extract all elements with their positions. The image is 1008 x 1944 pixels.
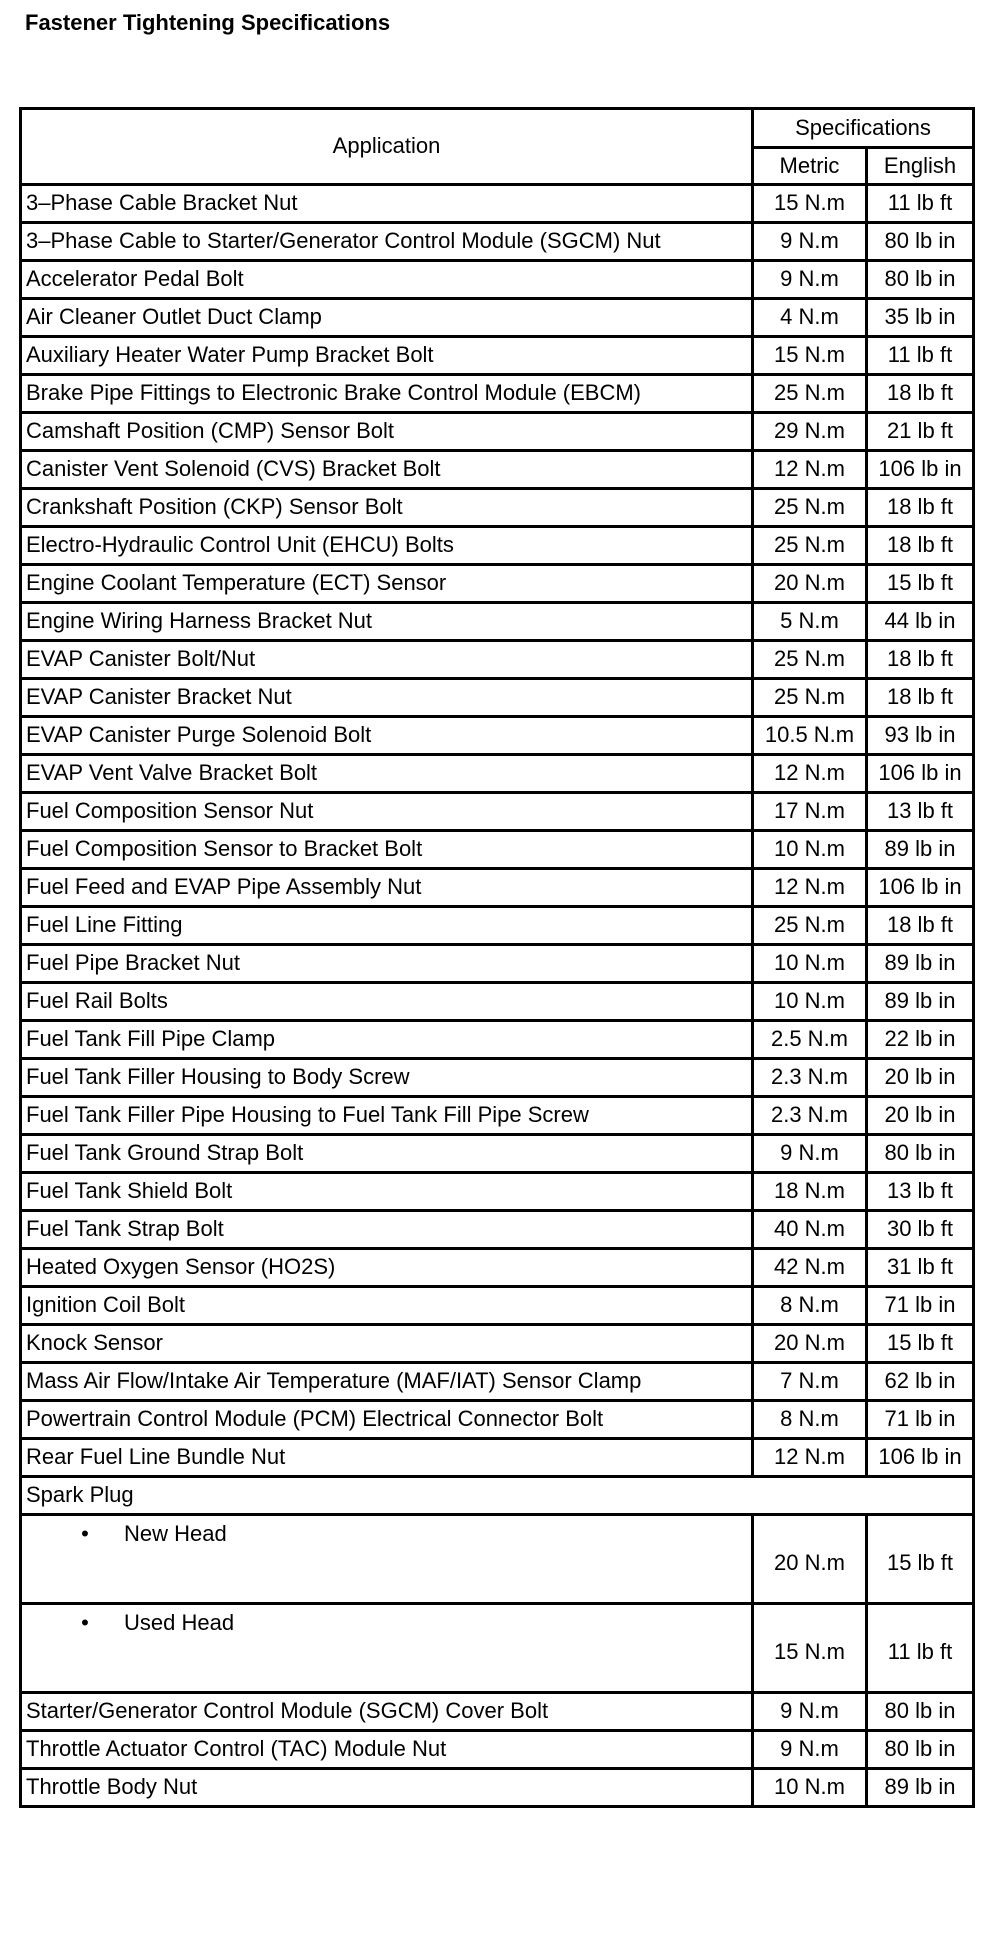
sub-item-label: Used Head (124, 1610, 235, 1635)
cell-application: Fuel Tank Shield Bolt (21, 1173, 753, 1211)
table-row (21, 869, 974, 907)
cell-english: 89 lb in (867, 831, 974, 869)
cell-metric: 25 N.m (753, 489, 867, 527)
cell-english: 11 lb ft (867, 185, 974, 223)
cell-metric: 4 N.m (753, 299, 867, 337)
cell-english: 35 lb in (867, 299, 974, 337)
table-row (21, 1439, 974, 1477)
cell-application: EVAP Canister Purge Solenoid Bolt (21, 717, 753, 755)
cell-english: 106 lb in (867, 755, 974, 793)
header-english: English (867, 148, 974, 185)
cell-application: Fuel Pipe Bracket Nut (21, 945, 753, 983)
cell-metric: 20 N.m (753, 1325, 867, 1363)
table-row (21, 1173, 974, 1211)
cell-metric: 25 N.m (753, 375, 867, 413)
table-row (21, 1021, 974, 1059)
cell-application: Knock Sensor (21, 1325, 753, 1363)
bullet-icon: • (81, 1521, 89, 1546)
cell-english: 80 lb in (867, 223, 974, 261)
cell-english: 30 lb ft (867, 1211, 974, 1249)
cell-metric: 9 N.m (753, 1693, 867, 1731)
page-title: Fastener Tightening Specifications (25, 10, 391, 35)
cell-application: Camshaft Position (CMP) Sensor Bolt (21, 413, 753, 451)
cell-metric: 2.3 N.m (753, 1059, 867, 1097)
cell-application: Fuel Line Fitting (21, 907, 753, 945)
table-row (21, 261, 974, 299)
cell-english: 106 lb in (867, 451, 974, 489)
table-row (21, 451, 974, 489)
cell-english: 18 lb ft (867, 679, 974, 717)
cell-application: Fuel Rail Bolts (21, 983, 753, 1021)
cell-metric: 8 N.m (753, 1287, 867, 1325)
cell-application (21, 1604, 753, 1693)
cell-english: 18 lb ft (867, 641, 974, 679)
table-row-spark-plug (21, 1477, 974, 1515)
cell-metric: 12 N.m (753, 755, 867, 793)
cell-english: 22 lb in (867, 1021, 974, 1059)
cell-application: Fuel Composition Sensor to Bracket Bolt (21, 831, 753, 869)
table-row (21, 1211, 974, 1249)
cell-english: 13 lb ft (867, 1173, 974, 1211)
cell-english: 71 lb in (867, 1401, 974, 1439)
cell-metric: 9 N.m (753, 261, 867, 299)
cell-metric: 9 N.m (753, 223, 867, 261)
table-row-spark-plug-new-head (21, 1515, 974, 1604)
cell-application: Fuel Feed and EVAP Pipe Assembly Nut (21, 869, 753, 907)
cell-english: 89 lb in (867, 945, 974, 983)
cell-metric: 10 N.m (753, 831, 867, 869)
cell-english: 18 lb ft (867, 527, 974, 565)
cell-application: Accelerator Pedal Bolt (21, 261, 753, 299)
table-row (21, 945, 974, 983)
table-row (21, 1287, 974, 1325)
table-row (21, 1097, 974, 1135)
cell-english: 20 lb in (867, 1059, 974, 1097)
cell-metric: 10 N.m (753, 983, 867, 1021)
table-row (21, 717, 974, 755)
fastener-spec-table (19, 107, 975, 1808)
table-row (21, 1363, 974, 1401)
cell-english: 20 lb in (867, 1097, 974, 1135)
cell-application: Throttle Body Nut (21, 1769, 753, 1807)
cell-metric: 5 N.m (753, 603, 867, 641)
table-row (21, 679, 974, 717)
cell-english: 106 lb in (867, 869, 974, 907)
table-row (21, 1731, 974, 1769)
table-row (21, 907, 974, 945)
cell-english: 18 lb ft (867, 375, 974, 413)
table-row-spark-plug-used-head (21, 1604, 974, 1693)
cell-english: 31 lb ft (867, 1249, 974, 1287)
table-row (21, 755, 974, 793)
cell-english: 11 lb ft (867, 337, 974, 375)
cell-metric: 25 N.m (753, 527, 867, 565)
cell-metric: 10.5 N.m (753, 717, 867, 755)
table-row (21, 603, 974, 641)
cell-metric: 12 N.m (753, 451, 867, 489)
cell-application: Fuel Tank Ground Strap Bolt (21, 1135, 753, 1173)
cell-application: Brake Pipe Fittings to Electronic Brake Control Module (EBCM) (21, 375, 753, 413)
cell-application (21, 1515, 753, 1604)
cell-application: Fuel Tank Strap Bolt (21, 1211, 753, 1249)
table-row (21, 1249, 974, 1287)
cell-english: 89 lb in (867, 983, 974, 1021)
cell-metric: 9 N.m (753, 1731, 867, 1769)
cell-english: 15 lb ft (867, 1325, 974, 1363)
cell-metric: 25 N.m (753, 907, 867, 945)
bullet-icon: • (81, 1610, 89, 1635)
table-row (21, 983, 974, 1021)
cell-application: EVAP Vent Valve Bracket Bolt (21, 755, 753, 793)
cell-application: Fuel Tank Filler Housing to Body Screw (21, 1059, 753, 1097)
cell-metric: 8 N.m (753, 1401, 867, 1439)
cell-application: EVAP Canister Bolt/Nut (21, 641, 753, 679)
cell-application: Powertrain Control Module (PCM) Electrical Connector Bolt (21, 1401, 753, 1439)
header-specifications: Specifications (753, 109, 974, 148)
cell-metric: 2.5 N.m (753, 1021, 867, 1059)
cell-metric: 10 N.m (753, 945, 867, 983)
cell-application: Throttle Actuator Control (TAC) Module Nut (21, 1731, 753, 1769)
cell-application: Fuel Tank Filler Pipe Housing to Fuel Tank Fill Pipe Screw (21, 1097, 753, 1135)
cell-metric: 12 N.m (753, 869, 867, 907)
table-row (21, 565, 974, 603)
cell-application: Starter/Generator Control Module (SGCM) Cover Bolt (21, 1693, 753, 1731)
cell-metric: 40 N.m (753, 1211, 867, 1249)
table-row (21, 223, 974, 261)
table-row (21, 413, 974, 451)
cell-english: 80 lb in (867, 1693, 974, 1731)
cell-application: Heated Oxygen Sensor (HO2S) (21, 1249, 753, 1287)
cell-application: Rear Fuel Line Bundle Nut (21, 1439, 753, 1477)
cell-metric: 9 N.m (753, 1135, 867, 1173)
cell-metric: 12 N.m (753, 1439, 867, 1477)
cell-metric: 42 N.m (753, 1249, 867, 1287)
cell-english: 89 lb in (867, 1769, 974, 1807)
cell-application: Canister Vent Solenoid (CVS) Bracket Bolt (21, 451, 753, 489)
table-row (21, 1693, 974, 1731)
table-header (21, 109, 974, 185)
cell-english: 18 lb ft (867, 907, 974, 945)
cell-application: Fuel Tank Fill Pipe Clamp (21, 1021, 753, 1059)
cell-english: 71 lb in (867, 1287, 974, 1325)
cell-english: 80 lb in (867, 261, 974, 299)
cell-english: 44 lb in (867, 603, 974, 641)
table-row (21, 1769, 974, 1807)
table-row (21, 793, 974, 831)
header-metric: Metric (753, 148, 867, 185)
cell-metric: 18 N.m (753, 1173, 867, 1211)
cell-metric: 20 N.m (753, 565, 867, 603)
cell-application: EVAP Canister Bracket Nut (21, 679, 753, 717)
cell-english: 15 lb ft (867, 565, 974, 603)
cell-application: Auxiliary Heater Water Pump Bracket Bolt (21, 337, 753, 375)
cell-application: Mass Air Flow/Intake Air Temperature (MAF/IAT) Sensor Clamp (21, 1363, 753, 1401)
cell-metric: 25 N.m (753, 679, 867, 717)
header-application: Application (21, 109, 753, 185)
table-body-main (21, 185, 974, 1477)
cell-english: 21 lb ft (867, 413, 974, 451)
table-row (21, 299, 974, 337)
table-row (21, 1325, 974, 1363)
cell-application: 3–Phase Cable Bracket Nut (21, 185, 753, 223)
cell-metric: 10 N.m (753, 1769, 867, 1807)
cell-metric: 15 N.m (753, 1604, 867, 1693)
cell-metric: 7 N.m (753, 1363, 867, 1401)
cell-english: 11 lb ft (867, 1604, 974, 1693)
cell-application: Air Cleaner Outlet Duct Clamp (21, 299, 753, 337)
cell-english: 80 lb in (867, 1731, 974, 1769)
spark-plug-group (21, 1477, 974, 1693)
table-row (21, 1401, 974, 1439)
table-row (21, 337, 974, 375)
cell-english: 80 lb in (867, 1135, 974, 1173)
table-row (21, 489, 974, 527)
table-row (21, 641, 974, 679)
cell-application: Engine Wiring Harness Bracket Nut (21, 603, 753, 641)
cell-metric: 15 N.m (753, 337, 867, 375)
cell-metric: 25 N.m (753, 641, 867, 679)
table-body-tail (21, 1693, 974, 1807)
cell-metric: 17 N.m (753, 793, 867, 831)
cell-english: 93 lb in (867, 717, 974, 755)
cell-english: 18 lb ft (867, 489, 974, 527)
table-row (21, 1059, 974, 1097)
table-row (21, 527, 974, 565)
table-row (21, 1135, 974, 1173)
table-row (21, 185, 974, 223)
cell-application: Electro-Hydraulic Control Unit (EHCU) Bolts (21, 527, 753, 565)
table-row (21, 831, 974, 869)
cell-english: 15 lb ft (867, 1515, 974, 1604)
spark-plug-label: Spark Plug (21, 1477, 974, 1515)
cell-application: Engine Coolant Temperature (ECT) Sensor (21, 565, 753, 603)
cell-english: 13 lb ft (867, 793, 974, 831)
cell-application: Crankshaft Position (CKP) Sensor Bolt (21, 489, 753, 527)
cell-english: 106 lb in (867, 1439, 974, 1477)
cell-metric: 20 N.m (753, 1515, 867, 1604)
table-row (21, 375, 974, 413)
cell-metric: 29 N.m (753, 413, 867, 451)
cell-application: Ignition Coil Bolt (21, 1287, 753, 1325)
sub-item-label: New Head (124, 1521, 227, 1546)
cell-metric: 15 N.m (753, 185, 867, 223)
cell-english: 62 lb in (867, 1363, 974, 1401)
cell-application: 3–Phase Cable to Starter/Generator Control Module (SGCM) Nut (21, 223, 753, 261)
cell-metric: 2.3 N.m (753, 1097, 867, 1135)
cell-application: Fuel Composition Sensor Nut (21, 793, 753, 831)
